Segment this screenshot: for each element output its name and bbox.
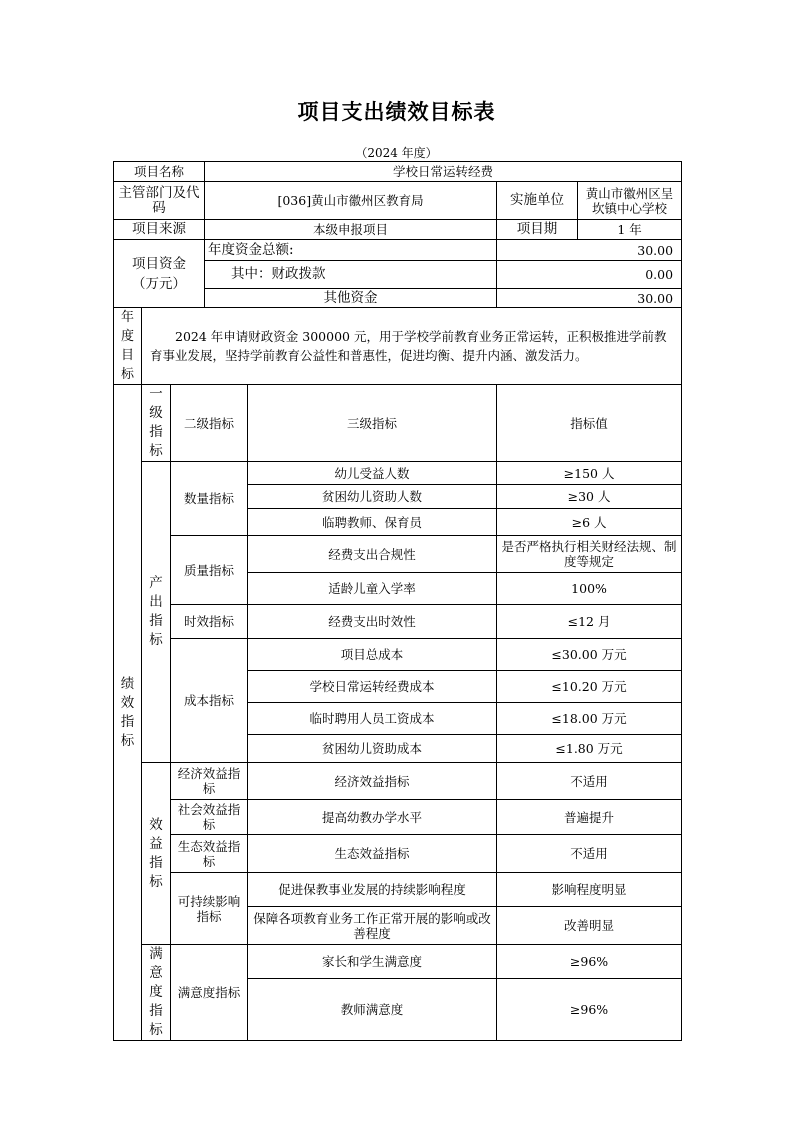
table-row xyxy=(114,385,682,462)
value-cell: ≤12 月 xyxy=(497,605,682,639)
level2-cell: 经济效益指标 xyxy=(171,763,248,800)
value-cell: ≤10.20 万元 xyxy=(497,671,682,703)
table-row xyxy=(114,240,682,261)
project-name-value: 学校日常运转经费 xyxy=(205,162,682,182)
table-row xyxy=(114,182,682,220)
value-cell: 不适用 xyxy=(497,835,682,873)
table-row xyxy=(114,462,682,485)
table-row xyxy=(114,536,682,573)
value-cell: ≤1.80 万元 xyxy=(497,735,682,763)
dept-value: [036]黄山市徽州区教育局 xyxy=(205,182,497,220)
satisfaction-label: 满 意 度 指 标 xyxy=(142,945,171,1041)
value-cell: ≥96% xyxy=(497,979,682,1041)
goal-text: 2024 年申请财政资金 300000 元，用于学校学前教育业务正常运转，正积极推进学前教育事业发展，坚持学前教育公益性和普惠性，促进均衡、提升内涵、激发活力。 xyxy=(142,308,682,385)
fund-label: 项目资金（万元） xyxy=(114,240,205,308)
table-row xyxy=(114,639,682,671)
table-row xyxy=(114,873,682,907)
level3-cell: 促进保教事业发展的持续影响程度 xyxy=(248,873,497,907)
level3-cell: 保障各项教育业务工作正常开展的影响或改善程度 xyxy=(248,907,497,945)
level2-cell: 成本指标 xyxy=(171,639,248,763)
level3-cell: 经费支出合规性 xyxy=(248,536,497,573)
level3-cell: 提高幼教办学水平 xyxy=(248,800,497,835)
source-label: 项目来源 xyxy=(114,220,205,240)
level3-cell: 幼儿受益人数 xyxy=(248,462,497,485)
value-cell: 普遍提升 xyxy=(497,800,682,835)
header-value: 指标值 xyxy=(497,385,682,462)
value-cell: 改善明显 xyxy=(497,907,682,945)
table-row xyxy=(114,220,682,240)
dept-label: 主管部门及代码 xyxy=(114,182,205,220)
level3-cell: 临时聘用人员工资成本 xyxy=(248,703,497,735)
level3-cell: 学校日常运转经费成本 xyxy=(248,671,497,703)
value-cell: ≤30.00 万元 xyxy=(497,639,682,671)
level2-cell: 数量指标 xyxy=(171,462,248,536)
perf-label: 绩 效 指 标 xyxy=(114,385,142,1041)
level2-cell: 社会效益指标 xyxy=(171,800,248,835)
table-row xyxy=(114,835,682,873)
fund-other-value: 30.00 xyxy=(497,289,682,308)
value-cell: 是否严格执行相关财经法规、制度等规定 xyxy=(497,536,682,573)
header-level1: 一 级 指 标 xyxy=(142,385,171,462)
period-value: 1 年 xyxy=(578,220,682,240)
performance-table xyxy=(113,161,682,1041)
header-level3: 三级指标 xyxy=(248,385,497,462)
level3-cell: 教师满意度 xyxy=(248,979,497,1041)
year-label: （2024 年度） xyxy=(355,146,438,160)
fund-other-label: 其他资金 xyxy=(205,289,497,308)
project-name-label: 项目名称 xyxy=(114,162,205,182)
value-cell: ≥30 人 xyxy=(497,485,682,509)
fund-fiscal-value: 0.00 xyxy=(497,261,682,289)
level3-cell: 生态效益指标 xyxy=(248,835,497,873)
output-label: 产 出 指 标 xyxy=(142,462,171,763)
header-level2: 二级指标 xyxy=(171,385,248,462)
value-cell: 100% xyxy=(497,573,682,605)
level2-cell: 生态效益指标 xyxy=(171,835,248,873)
fund-total-label: 年度资金总额: xyxy=(205,240,497,261)
goal-label: 年 度 目 标 xyxy=(114,308,142,385)
value-cell: ≤18.00 万元 xyxy=(497,703,682,735)
benefit-label: 效 益 指 标 xyxy=(142,763,171,945)
period-label: 项目期 xyxy=(497,220,578,240)
impl-value: 黄山市徽州区呈坎镇中心学校 xyxy=(578,182,682,220)
value-cell: 影响程度明显 xyxy=(497,873,682,907)
level2-cell: 时效指标 xyxy=(171,605,248,639)
impl-label: 实施单位 xyxy=(497,182,578,220)
source-value: 本级申报项目 xyxy=(205,220,497,240)
level2-cell: 可持续影响指标 xyxy=(171,873,248,945)
level3-cell: 临聘教师、保育员 xyxy=(248,509,497,536)
fund-total-value: 30.00 xyxy=(497,240,682,261)
level2-cell: 满意度指标 xyxy=(171,945,248,1041)
value-cell: 不适用 xyxy=(497,763,682,800)
fund-fiscal-label: 其中：财政拨款 xyxy=(205,261,497,289)
level3-cell: 适龄儿童入学率 xyxy=(248,573,497,605)
table-row xyxy=(114,162,682,182)
level2-cell: 质量指标 xyxy=(171,536,248,605)
value-cell: ≥6 人 xyxy=(497,509,682,536)
level3-cell: 贫困幼儿资助人数 xyxy=(248,485,497,509)
table-row xyxy=(114,763,682,800)
value-cell: ≥150 人 xyxy=(497,462,682,485)
level3-cell: 经费支出时效性 xyxy=(248,605,497,639)
level3-cell: 项目总成本 xyxy=(248,639,497,671)
page-title: 项目支出绩效目标表 xyxy=(297,100,496,124)
table-row xyxy=(114,605,682,639)
level3-cell: 家长和学生满意度 xyxy=(248,945,497,979)
level3-cell: 贫困幼儿资助成本 xyxy=(248,735,497,763)
table-row xyxy=(114,308,682,385)
level3-cell: 经济效益指标 xyxy=(248,763,497,800)
value-cell: ≥96% xyxy=(497,945,682,979)
table-row xyxy=(114,800,682,835)
table-row xyxy=(114,945,682,979)
